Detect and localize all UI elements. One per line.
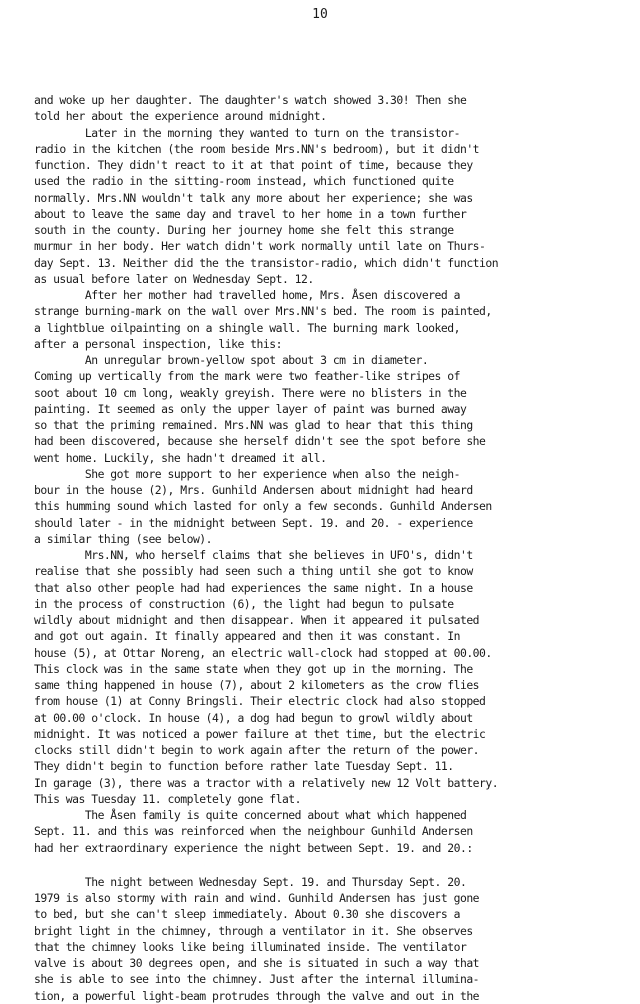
text-line: used the radio in the sitting-room instead, which functioned quite	[34, 174, 454, 189]
text-line: this humming sound which lasted for only a few seconds. Gunhild Andersen	[34, 499, 492, 514]
text-section	[34, 874, 638, 1004]
text-line: The Åsen family is quite concerned about what which happened	[34, 808, 467, 822]
text-line: went home. Luckily, she hadn't dreamed it all.	[34, 450, 327, 465]
text-line: 1979 is also stormy with rain and wind. Gunhild Andersen has just gone	[34, 891, 480, 905]
text-line: after a personal inspection, like this:	[34, 336, 282, 351]
text-line: The night between Wednesday Sept. 19. and Thursday Sept. 20.	[34, 874, 467, 889]
text-line: Coming up vertically from the mark were two feather-like stripes of	[34, 369, 460, 384]
page-number: 10	[312, 7, 328, 22]
text-line: should later - in the midnight between Sept. 19. and 20. - experience	[34, 515, 473, 530]
text-line: function. They didn't react to it at that point of time, because they	[34, 158, 473, 172]
text-line: An unregular brown-yellow spot about 3 cm in diameter.	[34, 353, 429, 367]
text-line: in the process of construction (6), the light had begun to pulsate	[34, 596, 454, 611]
text-line: south in the county. During her journey home she felt this strange	[34, 223, 454, 237]
text-line: a lightblue oilpainting on a shingle wall. The burning mark looked,	[34, 320, 460, 335]
text-line: They didn't begin to function before rather late Tuesday Sept. 11.	[34, 759, 454, 774]
text-line: Mrs.NN, who herself claims that she believes in UFO's, didn't	[34, 548, 473, 562]
text-line: so that the priming remained. Mrs.NN was glad to hear that this thing	[34, 418, 473, 432]
text-line: had been discovered, because she herself didn't see the spot before she	[34, 434, 486, 449]
text-section	[34, 92, 638, 856]
text-line: tion, a powerful light-beam protrudes through the valve and out in the	[34, 988, 480, 1003]
text-line: painting. It seemed as only the upper layer of paint was burned away	[34, 401, 467, 416]
text-line: This clock was in the same state when they got up in the morning. The	[34, 661, 473, 676]
text-line: She got more support to her experience when also the neigh-	[34, 466, 460, 481]
text-line: she is able to see into the chimney. Just after the internal illumina-	[34, 972, 480, 987]
text-line: Sept. 11. and this was reinforced when the neighbour Gunhild Andersen	[34, 824, 473, 839]
text-line: This was Tuesday 11. completely gone flat.	[34, 791, 302, 806]
text-line: wildly about midnight and then disappear. When it appeared it pulsated	[34, 613, 480, 627]
text-line: house (5), at Ottar Noreng, an electric wall-clock had stopped at 00.00.	[34, 645, 492, 660]
text-line: that the chimney looks like being illuminated inside. The ventilator	[34, 939, 467, 954]
text-line: to bed, but she can't sleep immediately. About 0.30 she discovers a	[34, 907, 460, 922]
text-line: and got out again. It finally appeared and then it was constant. In	[34, 629, 460, 644]
text-line: Later in the morning they wanted to turn on the transistor-	[34, 125, 460, 140]
text-line: radio in the kitchen (the room beside Mrs.NN's bedroom), but it didn't	[34, 141, 480, 156]
text-line: realise that she possibly had seen such a thing until she got to know	[34, 564, 473, 579]
text-line: bright light in the chimney, through a ventilator in it. She observes	[34, 923, 473, 938]
document-body	[34, 92, 638, 1004]
text-line: soot about 10 cm long, weakly greyish. There were no blisters in the	[34, 385, 467, 400]
text-line: at 00.00 o'clock. In house (4), a dog had begun to growl wildly about	[34, 710, 473, 725]
text-line: In garage (3), there was a tractor with a relatively new 12 Volt battery.	[34, 775, 499, 790]
text-line: valve is about 30 degrees open, and she is situated in such a way that	[34, 956, 480, 970]
text-line: bour in the house (2), Mrs. Gunhild Andersen about midnight had heard	[34, 483, 473, 497]
text-line: midnight. It was noticed a power failure at thet time, but the electric	[34, 726, 486, 741]
text-line: told her about the experience around midnight.	[34, 109, 327, 124]
text-line: After her mother had travelled home, Mrs. Åsen discovered a	[34, 288, 460, 302]
text-line: strange burning-mark on the wall over Mrs.NN's bed. The room is painted,	[34, 304, 492, 319]
paragraph-gap	[34, 856, 638, 874]
text-line: about to leave the same day and travel to her home in a town further	[34, 206, 467, 221]
text-line: same thing happened in house (7), about 2 kilometers as the crow flies	[34, 678, 480, 692]
text-line: normally. Mrs.NN wouldn't talk any more about her experience; she was	[34, 190, 473, 205]
text-line: had her extraordinary experience the night between Sept. 19. and 20.:	[34, 840, 473, 855]
text-line: a similar thing (see below).	[34, 531, 213, 546]
text-line: murmur in her body. Her watch didn't work normally until late on Thurs-	[34, 239, 486, 254]
text-line: from house (1) at Conny Bringsli. Their electric clock had also stopped	[34, 694, 486, 709]
text-line: clocks still didn't begin to work again after the return of the power.	[34, 743, 480, 757]
text-line: that also other people had had experiences the same night. In a house	[34, 580, 473, 595]
text-line: day Sept. 13. Neither did the the transistor-radio, which didn't function	[34, 255, 499, 270]
text-line: and woke up her daughter. The daughter's watch showed 3.30! Then she	[34, 93, 467, 107]
text-line: as usual before later on Wednesday Sept. 12.	[34, 271, 314, 286]
